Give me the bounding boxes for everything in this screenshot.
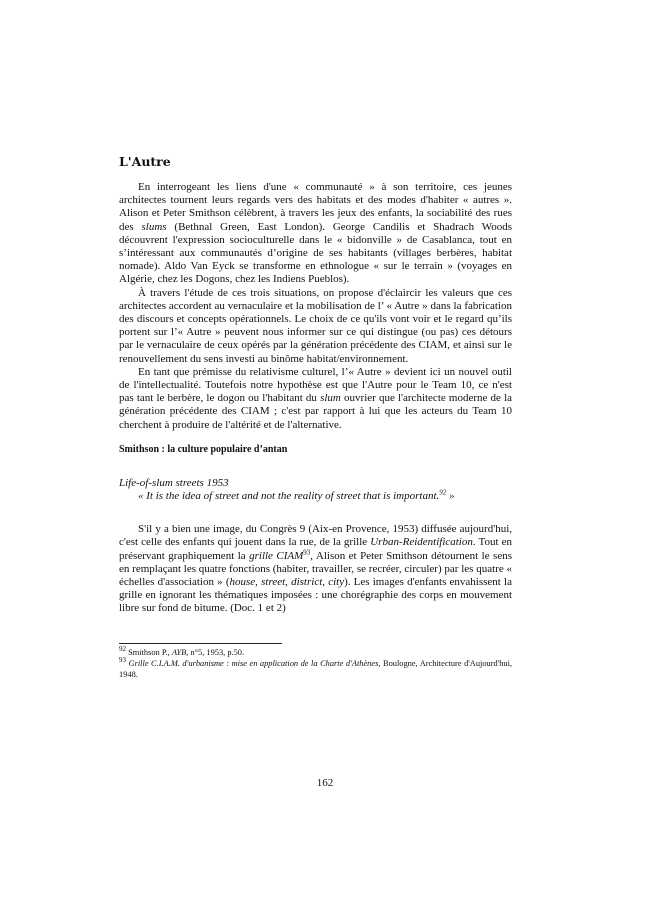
p4-italic-scales: house, street, district, city [229,576,345,589]
page-number: 162 [316,777,334,789]
p1-text-1: En interrogeant les liens d'une « communauté » à son territoire, ces jeunes architectes tournent leurs regards vers des habitats et des modes d'habiter « autres ». Alison et Peter Smithson célèbrent, à travers les jeux des enfants, la sociabilité des rues des [119,181,512,233]
p1-italic-slums: slums [141,220,167,233]
footnote-92-text-1: Smithson P., [126,647,172,657]
p3-text-2: ouvrier que l'architecte moderne de la génération précédente des CIAM ; c'est par rapport à lui que les acteurs du Team 10 cherchent à produire de l'altérité et de l'alternative. [119,392,513,431]
footnote-92-number: 92 [119,644,126,653]
p4-text-1: S'il y a bien une image, du Congrès 9 (Aix-en Provence, 1953) diffusée aujourd'hui, c'est celle des enfants qui jouent dans la rue, de la grille [119,523,512,549]
footnote-92-text-2: , n°5, 1953, p.50. [186,647,245,657]
p3-italic-slum: slum [320,392,341,405]
epigraph-quote-close: » [446,490,455,503]
epigraph-quote [138,490,512,503]
footnote-ref-93[interactable]: 93 [303,548,311,557]
footnote-93-text: , Boulogne, Architecture d'Aujourd'hui, 1948. [119,658,512,679]
epigraph-quote-text: « It is the idea of street and not the reality of street that is important. [138,490,440,503]
footnote-92-italic: AYB [171,647,187,657]
p4-text-3: , Alison et Peter Smithson détournent le sens en remplaçant les quatre fonctions (habiter, travailler, se recréer, circuler) par les quatre « échelles d'association » ( [119,549,512,589]
p1-text-2: (Bethnal Green, East London). George Candilis et Shadrach Woods découvrent l'expression socioculturelle dans le « bidonville » de Casablanca, tout en s’intéressant aux communautés d’origine de ses habitants (villages berbères, habitat nomade). Aldo Van Eyck se transforme en ethnologue « sur le terrain » (voyages en Algérie, chez les Dogons, chez les Indiens Pueblos). [119,220,512,286]
p4-italic-urban: Urban-Reidentification [370,536,473,549]
document-page [119,155,512,680]
paragraph-2: À travers l'étude de ces trois situations, on propose d'éclaircir les valeurs que ces architectes accordent au vernaculaire et la mobilisation de l’ « Autre » dans la fabrication des discours et concepts opérationnels. Le choix de ce qu'ils vont voir et le regard qu’ils portent sur l’« Autre » peuvent nous informer sur ce qui distingue (ou pas) ces détours par le vernaculaire de ceux opérés par la génération précédente des CIAM, et ainsi sur le renouvellement du sens investi au binôme habitat/environnement. [119,286,512,365]
paragraph-4 [119,523,512,615]
epigraph-title: Life-of-slum streets 1953 [119,476,229,489]
paragraph-1 [119,181,512,287]
footnote-ref-92[interactable]: 92 [439,488,447,497]
footnote-divider [119,643,282,644]
section-title: L'Autre [119,154,171,169]
p3-text-1: En tant que prémisse du relativisme culturel, l’« Autre » devient ici un nouvel outil de l'intellectualité. Toutefois notre hypothèse est que l'Autre pour le Team 10, ce n'est pas tant le berbère, le dogon ou l'habitant du [119,365,512,405]
p4-text-4: ). Les images d'enfants envahissent la grille en ignorant les thématiques imposées : une chorégraphie des corps en mouvement libre sur fond de bitume. (Doc. 1 et 2) [119,576,512,615]
p4-italic-grille: grille CIAM [249,549,304,562]
p4-text-2: . Tout en préservant graphiquement la [119,536,512,562]
paragraph-3 [119,366,512,432]
footnote-93 [119,655,512,680]
footnote-92 [119,644,512,658]
footnote-93-number: 93 [119,655,126,664]
footnote-93-italic: Grille C.I.A.M. d'urbanisme : mise en application de la Charte d'Athènes [126,658,379,668]
subheading: Smithson : la culture populaire d’antan [119,443,288,455]
